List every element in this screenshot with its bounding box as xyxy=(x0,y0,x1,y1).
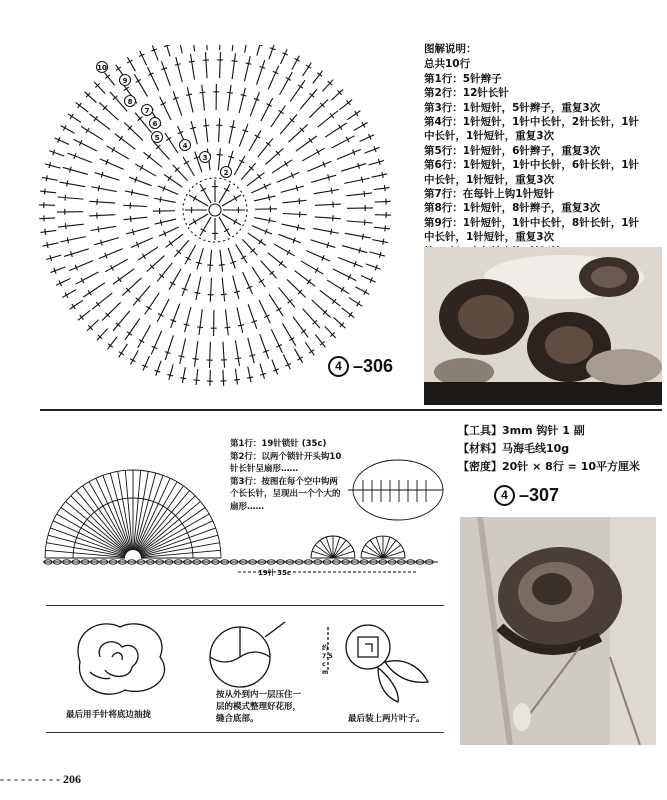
step-line: 第3行：按图在每个空中钩两 xyxy=(230,476,338,487)
legend-row: 第9行：1针短针，1针中长针，8针长针，1针 xyxy=(424,216,640,229)
round-marker-label: 8 xyxy=(127,98,133,106)
legend-row: 第4行：1针短针，1针中长针，2针长针，1针 xyxy=(424,116,640,129)
caption-right: 最后装上两片叶子。 xyxy=(348,714,425,724)
caption-middle-line: 按从外到内一层压住一 xyxy=(216,690,302,700)
round-marker-label: 6 xyxy=(152,120,158,128)
code-circle-307: 4 xyxy=(494,485,515,506)
step-line: 第1行：19针锁针 (35c) xyxy=(230,439,327,449)
page-dashes: - - - - - - - - - xyxy=(0,772,63,786)
step-line: 针长针呈扇形…… xyxy=(230,464,299,474)
step-line: 第2行：以两个锁针开头钩10 xyxy=(230,451,342,462)
code-label-306: –306 xyxy=(353,356,394,376)
pattern-307-materials xyxy=(458,422,640,476)
pattern-306-legend xyxy=(424,42,662,259)
chain-length-label: 19针 35c xyxy=(258,569,292,577)
legend-row: 第1行：5针辫子 xyxy=(424,72,502,85)
photo-306-image xyxy=(424,247,662,405)
photo-306 xyxy=(424,247,662,405)
material-line: 【工具】3mm 钩针 1 副 xyxy=(458,424,585,437)
round-marker-label: 9 xyxy=(122,77,128,85)
caption-middle xyxy=(216,689,301,725)
round-marker-label: 5 xyxy=(154,134,160,142)
photo-307-image xyxy=(460,517,656,745)
page-number xyxy=(0,772,81,787)
section-divider xyxy=(40,409,662,411)
legend-row: 第6行：1针短针，1针中长针，6针长针，1针 xyxy=(424,159,640,172)
crochet-chart-306 xyxy=(30,45,410,400)
rose-with-leaves-illustration xyxy=(328,625,428,702)
round-marker-label: 2 xyxy=(223,169,229,177)
page-number-value: 206 xyxy=(62,772,81,786)
fan-diagram xyxy=(38,430,448,600)
rose-illustration xyxy=(78,624,165,694)
pattern-code-306 xyxy=(328,356,393,377)
pattern-code-307 xyxy=(494,485,559,506)
code-circle-306: 4 xyxy=(328,356,349,377)
legend-row: 中长针，1针短针，重复3次 xyxy=(424,130,555,143)
legend-title: 图解说明： xyxy=(424,43,477,55)
material-line: 【材料】马海毛线10g xyxy=(458,442,570,455)
material-line: 【密度】20针 × 8行 = 10平方厘米 xyxy=(458,460,641,473)
legend-row: 中长针，1针短针，重复3次 xyxy=(424,173,555,186)
sewing-illustration xyxy=(210,622,285,687)
caption-left: 最后用手针将底边抽拢 xyxy=(66,710,152,720)
round-marker-label: 10 xyxy=(97,64,107,72)
caption-middle-line: 缝合底部。 xyxy=(216,714,259,724)
photo-307 xyxy=(460,517,656,745)
legend-row: 第5行：1针短针，6针辫子，重复3次 xyxy=(424,144,601,157)
round-marker-label: 7 xyxy=(144,107,150,115)
step-line: 扇形…… xyxy=(230,501,265,512)
round-marker-label: 3 xyxy=(202,154,208,162)
dim-label: 约 7.5 c m xyxy=(322,645,333,676)
legend-row: 第3行：1针短针，5针辫子，重复3次 xyxy=(424,101,601,114)
caption-middle-line: 层的模式整理好花形， xyxy=(216,702,302,712)
round-marker-label: 4 xyxy=(182,142,188,150)
step-line: 个长长针，呈现出一个个大的 xyxy=(230,489,341,499)
legend-row: 第2行：12针长针 xyxy=(424,87,509,100)
legend-row: 第7行：在每针上钩1针短针 xyxy=(424,188,555,201)
legend-row: 总共10行 xyxy=(424,58,471,71)
legend-row: 中长针，1针短针，重复3次 xyxy=(424,231,555,244)
code-label-307: –307 xyxy=(519,485,560,505)
legend-row: 第8行：1针短针，8针辫子，重复3次 xyxy=(424,202,601,215)
